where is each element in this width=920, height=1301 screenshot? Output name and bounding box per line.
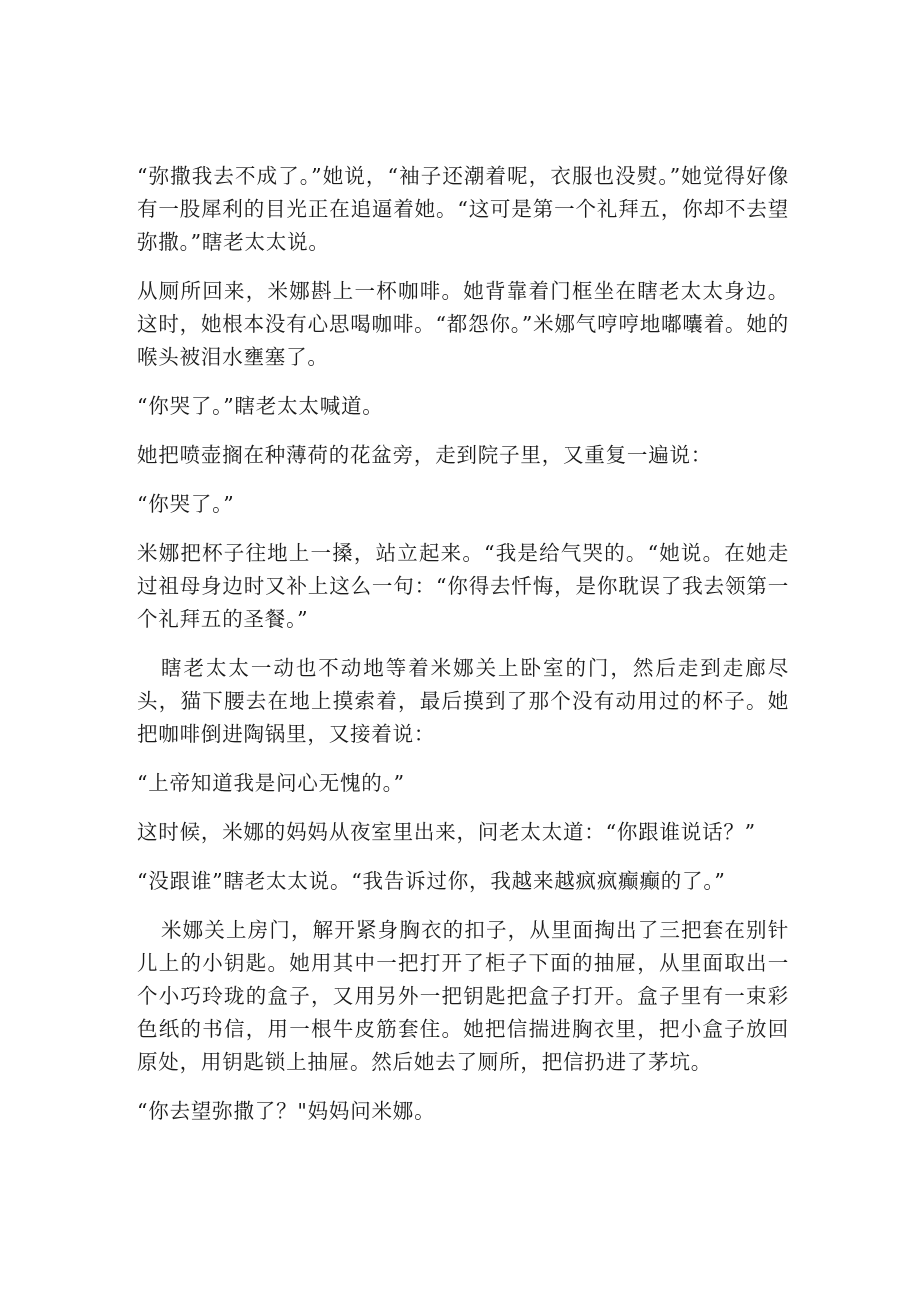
paragraph-12: “你去望弥撒了？"妈妈问米娜。: [137, 1099, 436, 1123]
paragraph-10: “没跟谁”瞎老太太说。“我告诉过你，我越来越疯疯癫癫的了。”: [137, 869, 726, 893]
paragraph-8: “上帝知道我是问心无愧的。”: [137, 771, 405, 795]
paragraph-2: 从厕所回来，米娜斟上一杯咖啡。她背靠着门框坐在瞎老太太身边。这时，她根本没有心思喝咖啡。“都怨你。”米娜气哼哼地嘟囔着。她的喉头被泪水壅塞了。: [137, 279, 789, 369]
paragraph-1: “弥撒我去不成了。”她说，“袖子还潮着呢，衣服也没熨。”她觉得好像有一股犀利的目光正在追逼着她。“这可是第一个礼拜五，你却不去望弥撒。”瞎老太太说。: [137, 164, 789, 254]
paragraph-4: 她把喷壶搁在种薄荷的花盆旁，走到院子里，又重复一遍说：: [137, 443, 713, 467]
paragraph-3: “你哭了。”瞎老太太喊道。: [137, 394, 384, 418]
paragraph-6: 米娜把杯子往地上一搡，站立起来。“我是给气哭的。“她说。在她走过祖母身边时又补上这么一句：“你得去忏悔，是你耽误了我去领第一个礼拜五的圣餐。”: [137, 541, 789, 631]
body-text: [137, 160, 789, 1144]
paragraph-11: 米娜关上房门，解开紧身胸衣的扣子，从里面掏出了三把套在别针儿上的小钥匙。她用其中一把打开了柜子下面的抽屉，从里面取出一个小巧玲珑的盒子，又用另外一把钥匙把盒子打开。盒子里有一束彩色纸的书信，用一根牛皮筋套住。她把信揣进胸衣里，把小盒子放回原处，用钥匙锁上抽屉。然后她去了厕所，把信扔进了茅坑。: [137, 918, 789, 1074]
paragraph-5: “你哭了。”: [137, 492, 235, 516]
paragraph-9: 这时候，米娜的妈妈从夜室里出来，问老太太道：“你跟谁说话？”: [137, 820, 756, 844]
paragraph-7: 瞎老太太一动也不动地等着米娜关上卧室的门，然后走到走廊尽头，猫下腰去在地上摸索着，最后摸到了那个没有动用过的杯子。她把咖啡倒进陶锅里，又接着说：: [137, 656, 789, 746]
